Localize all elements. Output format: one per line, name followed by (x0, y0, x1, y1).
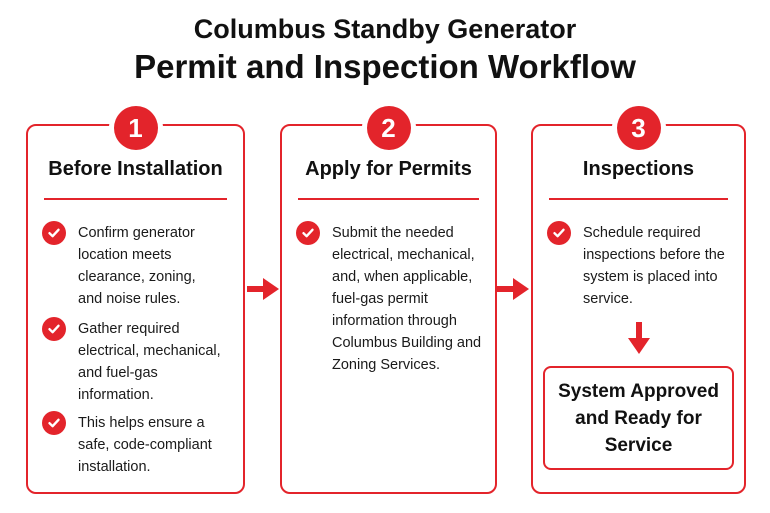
check-circle-icon (42, 411, 66, 435)
arrow-down-icon (628, 322, 650, 354)
result-box: System Approved and Ready for Service (543, 366, 734, 470)
item-text: This helps ensure a safe, code-compliant installation. (78, 415, 212, 475)
arrow-right-icon (497, 278, 529, 300)
check-circle-icon (42, 317, 66, 341)
divider (298, 198, 479, 200)
item-text: Schedule required inspections before the system is placed into service. (583, 225, 725, 307)
step-card-apply-for-permits (280, 112, 497, 494)
list-item (42, 222, 233, 310)
step-card-inspections (531, 112, 746, 494)
step-title: Before Installation (48, 158, 223, 180)
step-number-badge: 1 (114, 106, 158, 150)
list-item (547, 222, 734, 310)
list-item (42, 318, 233, 406)
list-item (296, 222, 485, 376)
list-item (42, 412, 233, 478)
divider (549, 198, 728, 200)
check-circle-icon (547, 221, 571, 245)
check-circle-icon (42, 221, 66, 245)
step-number-badge: 3 (617, 106, 661, 150)
divider (44, 198, 227, 200)
item-text: Gather required electrical, mechanical, and fuel-gas information. (78, 321, 221, 403)
title-line-2: Permit and Inspection Workflow (134, 48, 636, 85)
check-circle-icon (296, 221, 320, 245)
step-number-badge: 2 (367, 106, 411, 150)
title-line-1: Columbus Standby Generator (193, 14, 577, 44)
step-title: Inspections (582, 158, 695, 180)
item-text: Confirm generator location meets clearance, zoning, and noise rules. (78, 225, 196, 307)
arrow-right-icon (247, 278, 279, 300)
item-text: Submit the needed electrical, mechanical, and, when applicable, fuel-gas permit information through Columbus Building and Zoning Services. (332, 225, 482, 373)
step-card-before-installation (26, 112, 245, 494)
step-title: Apply for Permits (305, 158, 472, 180)
